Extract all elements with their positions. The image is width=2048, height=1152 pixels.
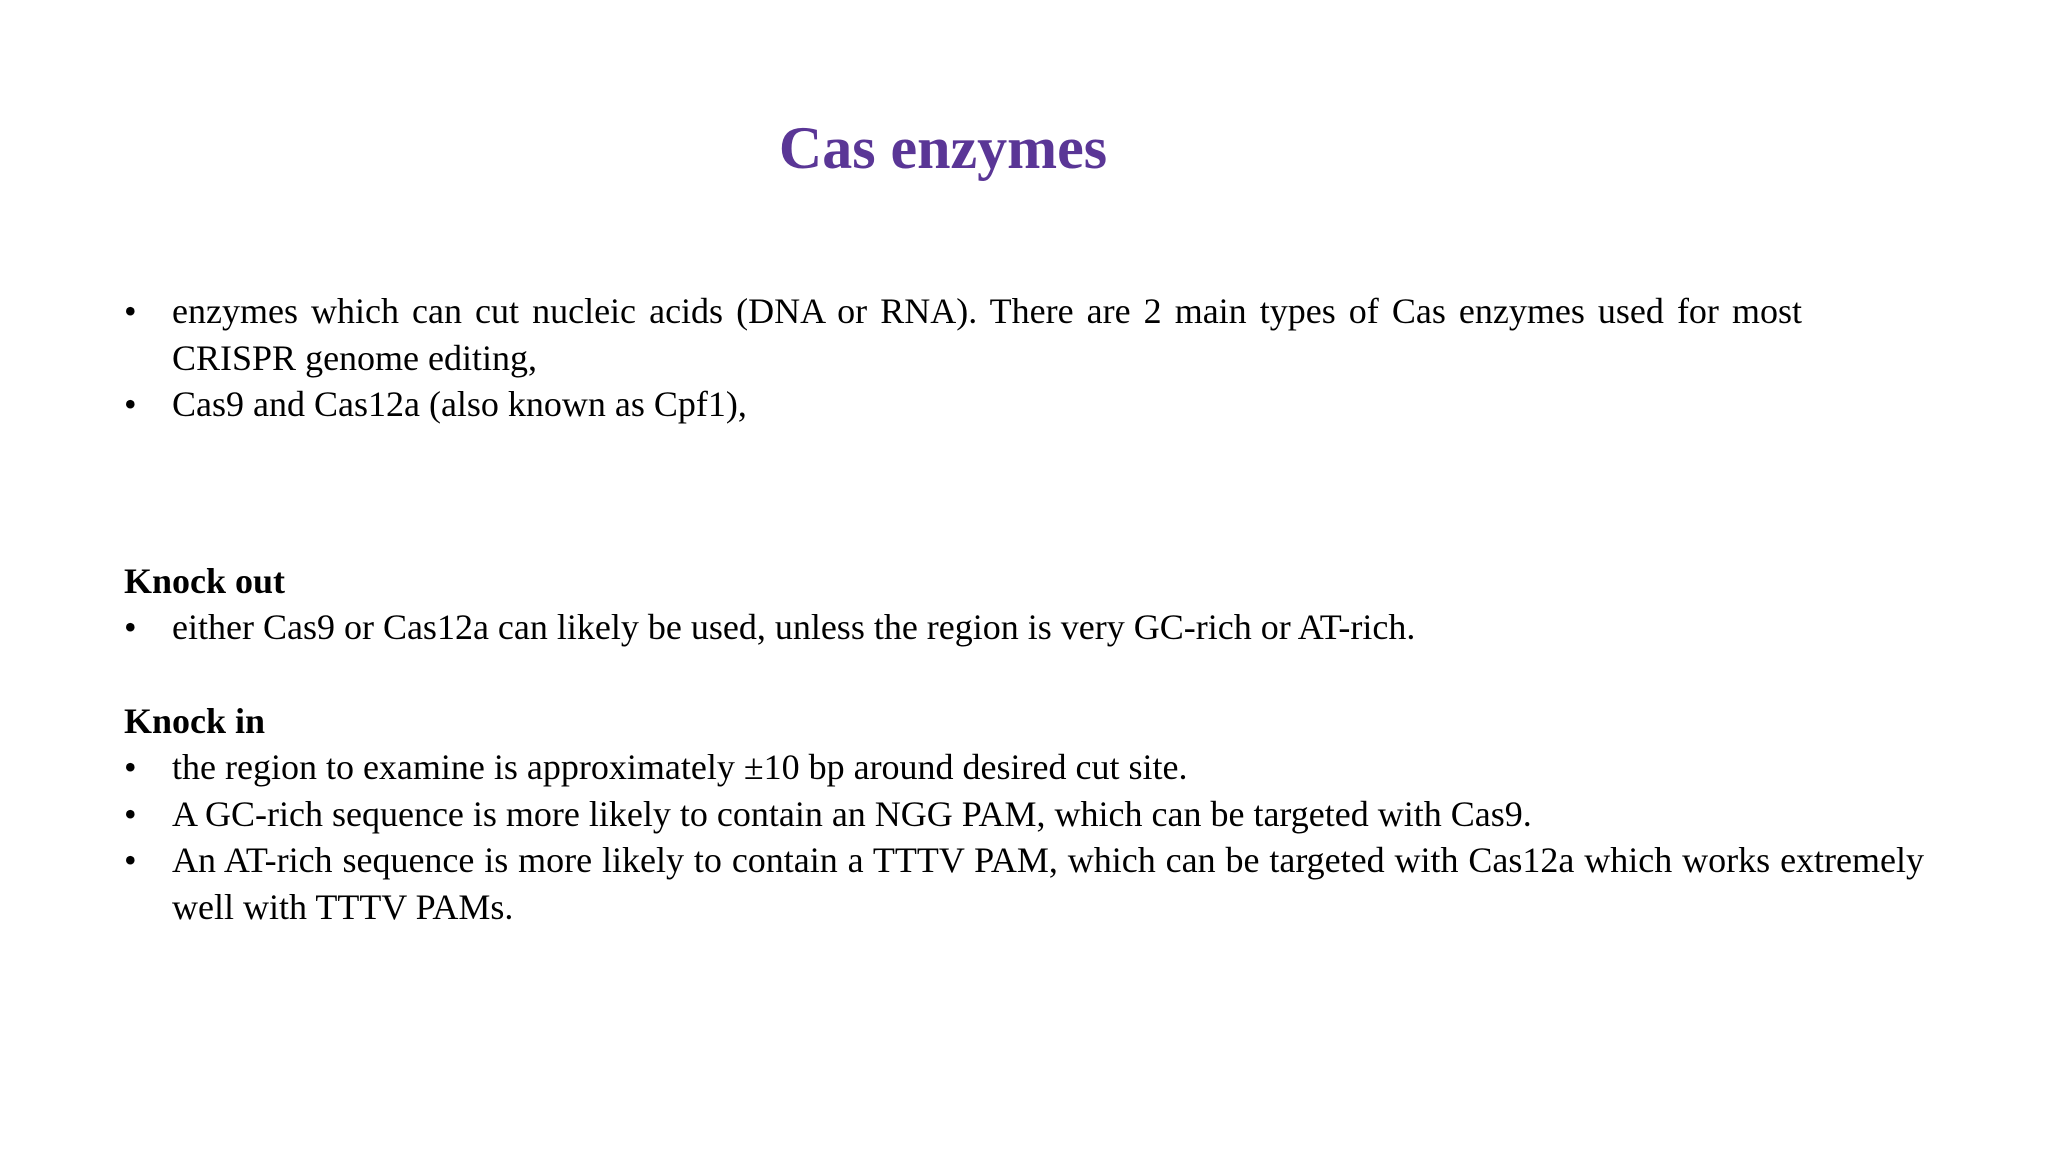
intro-bullet-list [124,288,1802,428]
bullet-icon: • [124,747,137,787]
bullet-text: An AT-rich sequence is more likely to contain a TTTV PAM, which can be targeted with Cas12a which works extremely well with TTTV PAMs. [172,840,1924,927]
slide-title: Cas enzymes [778,115,1108,181]
bullet-item [124,604,1924,651]
bullet-icon: • [124,291,137,331]
bullet-item [124,744,1924,791]
knock-in-heading: Knock in [124,701,266,741]
bullet-icon: • [124,840,137,880]
bullet-item [124,288,1802,381]
knock-in-bullet-list [124,744,1924,930]
knock-out-bullet-list [124,604,1924,651]
bullet-item [124,791,1924,838]
knock-out-heading: Knock out [124,561,286,601]
bullet-text: Cas9 and Cas12a (also known as Cpf1), [172,384,747,424]
bullet-text: A GC-rich sequence is more likely to contain an NGG PAM, which can be targeted with Cas9. [172,793,1532,834]
bullet-item [124,837,1924,930]
bullet-text: the region to examine is approximately ±10 bp around desired cut site. [172,747,1188,787]
bullet-item [124,381,1802,428]
bullet-icon: • [124,793,137,834]
bullet-icon: • [124,384,137,424]
bullet-icon: • [124,607,137,647]
bullet-text: either Cas9 or Cas12a can likely be used, unless the region is very GC-rich or AT-rich. [172,607,1416,647]
bullet-text: enzymes which can cut nucleic acids (DNA or RNA). There are 2 main types of Cas enzymes used for most CRISPR genome editing, [172,291,1802,378]
